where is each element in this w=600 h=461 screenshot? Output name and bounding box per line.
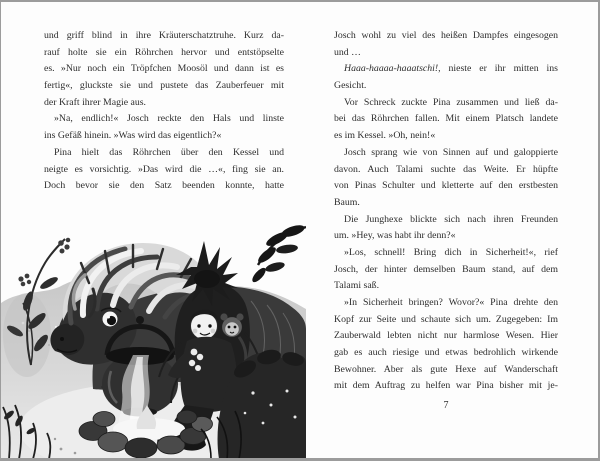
text-line: Baum. <box>334 196 360 208</box>
text-line: Kopf zur Seite und schaute sich um. Zugegeben: Im <box>334 313 558 325</box>
story-illustration <box>1 223 306 459</box>
text-line: Josch, der hinter demselben Baum stand, auf dem <box>334 263 558 275</box>
text-line: Talami saß. <box>334 280 380 292</box>
text-line: Gesicht. <box>334 80 367 92</box>
text-line: und … <box>334 46 361 58</box>
page-number: 7 <box>443 400 449 411</box>
story-illustration-canvas <box>1 223 306 459</box>
text-line: »Na, endlich!« Josch reckte den Hals und linste <box>54 113 284 125</box>
text-line: es. »Nur noch ein Tröpfchen Moosöl und dann ist es <box>44 63 284 75</box>
page-right-text <box>334 28 558 395</box>
text-line: Pina hielt das Röhrchen über den Kessel und <box>54 146 284 158</box>
text-line: Die Junghexe blickte sich nach ihren Freunden <box>344 213 558 225</box>
text-line: es im Kessel. »Oh, nein!« <box>334 130 436 142</box>
branch-leaves <box>250 223 306 284</box>
text-line: Bewohner. Aber als gute Hexe auf Wanderschaft <box>334 363 558 375</box>
page-left-text <box>44 28 284 195</box>
text-line: und griff blind in ihre Kräuterschatztruhe. Kurz da- <box>44 30 284 41</box>
text-line: der Kraft ihrer Magie aus. <box>44 96 147 108</box>
text-line: Zauberwald lebten nicht nur harmlose Wesen. Hier <box>334 330 558 342</box>
text-line: fertig«, gluckste sie und pustete das Zauberfeuer mit <box>44 80 284 92</box>
text-line: mit dem Auftrag zu helfen war Pina bisher mit je- <box>334 380 558 392</box>
text-line: davon. Auch Talami suchte das Weite. Er hüpfte <box>334 163 558 175</box>
text-line: um. »Hey, was habt ihr denn?« <box>334 230 456 242</box>
text-line: Josch wohl zu viel des heißen Dampfes eingesogen <box>334 30 558 41</box>
text-line: Haaa-haaaa-haaatschi!, nieste er ihr mitten ins <box>344 63 558 75</box>
text-line: von Pinas Schulter und kletterte auf den erstbesten <box>334 180 558 192</box>
text-line: Vor Schreck zuckte Pina zusammen und ließ da- <box>344 96 558 108</box>
text-line: Josch sprang wie von Sinnen auf und galoppierte <box>344 146 558 158</box>
text-line: rauf holte sie ein Röhrchen hervor und entstöpselte <box>44 46 284 58</box>
text-line: »Los, schnell! Bring dich in Sicherheit!«, rief <box>344 246 558 258</box>
text-line: Doch bevor sie den Satz beenden konnte, hatte <box>44 180 284 192</box>
text-line: neigte es vorsichtig. »Das wird die …«, fing sie an. <box>44 163 284 175</box>
text-line: bei das Röhrchen fallen. Mit einem Platsch landete <box>334 113 558 125</box>
text-line: ins Gefäß hinein. »Was wird das eigentlich?« <box>44 130 222 142</box>
text-line: gab es auch riesige und etwas bedrohlich wirkende <box>334 347 558 359</box>
text-line: »In Sicherheit bringen? Wovor?« Pina drehte den <box>344 297 558 308</box>
